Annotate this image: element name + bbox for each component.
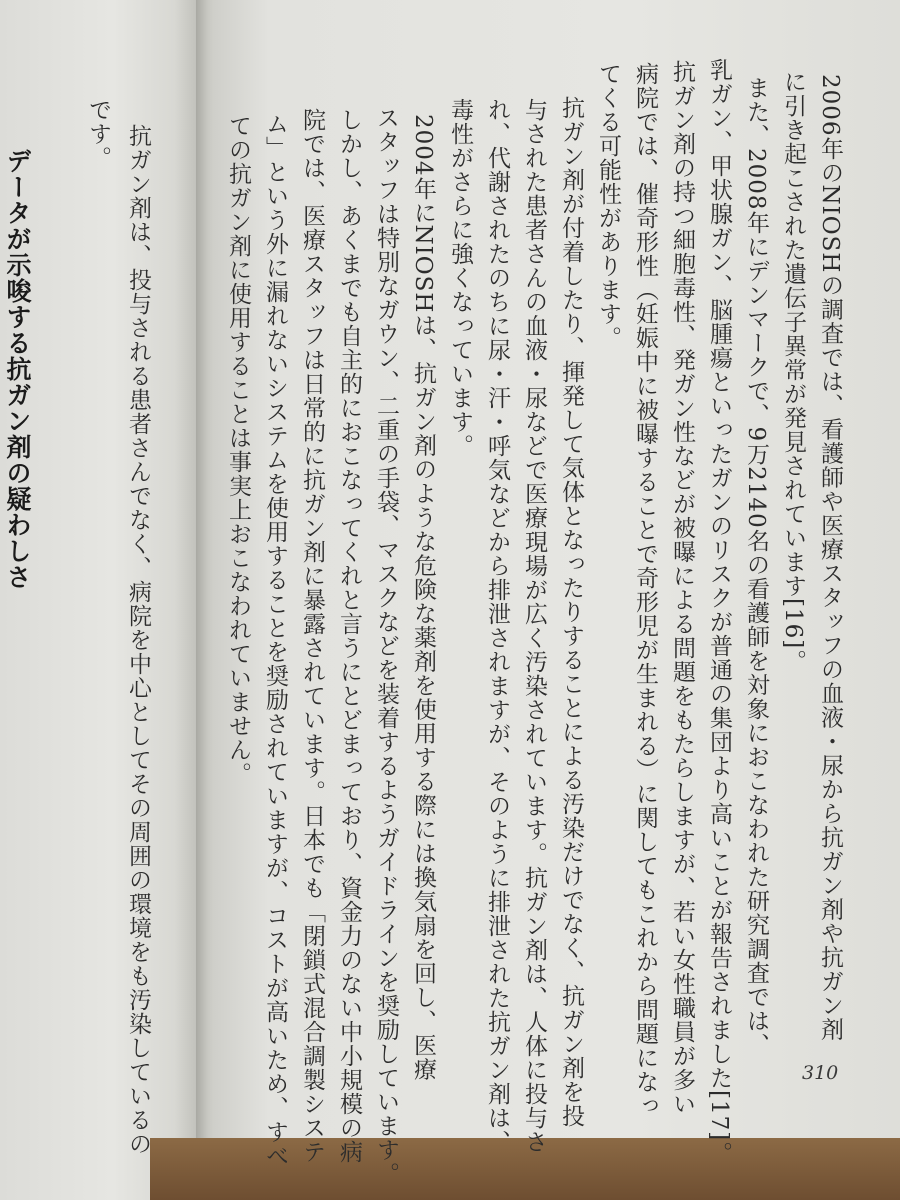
body-line: れ、代謝されたのちに尿・汗・呼気などから排泄されますが、そのように排泄された抗ガン剤は、 [484,98,510,1154]
section-heading: データが示唆する抗ガン剤の疑わしさ [3,148,32,590]
body-line: てくる可能性があります。 [595,62,621,350]
body-line: 院では、医療スタッフは日常的に抗ガン剤に暴露されています。日本でも「閉鎖式混合調製システ [299,108,325,1164]
body-line: 抗ガン剤の持つ細胞毒性、発ガン性などが被曝による問題をもたらしますが、若い女性職員が多い [669,60,695,1116]
body-line: ム」という外に漏れないシステムを使用することを奨励されていますが、コストが高いため、すべ [262,112,288,1168]
body-line: しかし、あくまでも自主的におこなってくれと言うにとどまっており、資金力のない中小規模の病 [336,108,362,1164]
body-line: 抗ガン剤が付着したり、揮発して気体となったりすることによる汚染だけでなく、抗ガン剤を投 [558,96,584,1128]
page-number: 310 [802,1062,839,1084]
body-line: 病院では、催奇形性（妊娠中に被曝することで奇形児が生まれる）に関してもこれから問題になっ [632,62,658,1118]
body-line: に引き起こされた遺伝子異常が発見されています[16]。 [780,70,806,674]
left-body-line: です。 [85,98,111,170]
body-line: 2004年にNIOSHは、抗ガン剤のような危険な薬剤を使用する際には換気扇を回し、医療 [410,114,436,1082]
body-line: 毒性がさらに強くなっています。 [447,98,473,458]
body-line: ての抗ガン剤に使用することは事実上おこなわれていません。 [225,114,251,786]
body-line: 与された患者さんの血液・尿などで医療現場が広く汚染されています。抗ガン剤は、人体に投与さ [521,98,547,1154]
left-body-line: 抗ガン剤は、投与される患者さんでなく、病院を中心としてその周囲の環境をも汚染しているの [125,124,151,1156]
body-line: スタッフは特別なガウン、二重の手袋、マスクなどを装着するようガイドラインを奨励しています。 [373,106,399,1186]
body-line: 乳ガン、甲状腺ガン、脳腫瘍といったガンのリスクが普通の集団より高いことが報告されました[17]。 [706,58,732,1166]
body-line: 2006年のNIOSHの調査では、看護師や医療スタッフの血液・尿から抗ガン剤や抗ガン剤 [817,74,843,1042]
body-line: また、2008年にデンマークで、9万2140名の看護師を対象におこなわれた研究調査では、 [743,76,769,1057]
